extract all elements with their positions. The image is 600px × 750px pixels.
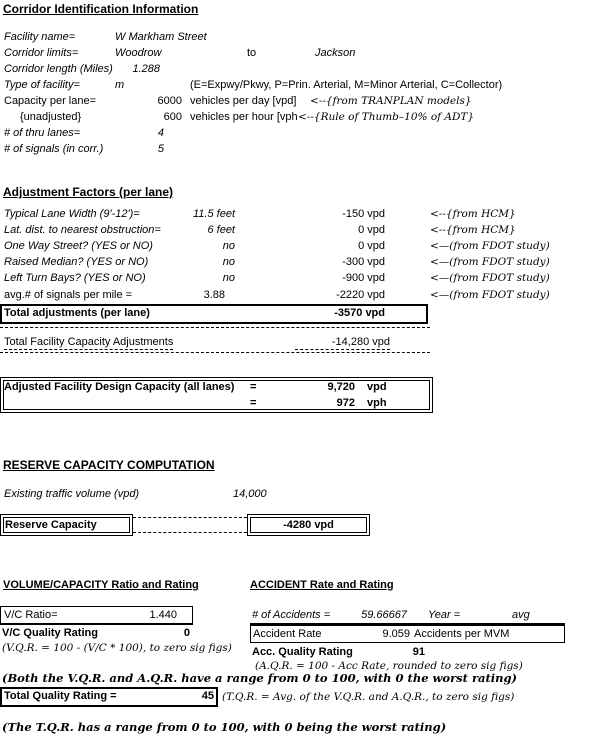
facility-adjustments-label: Total Facility Capacity Adjustments: [4, 336, 174, 348]
section-title-vc-ratio: VOLUME/CAPACITY Ratio and Rating: [3, 579, 199, 591]
facility-type-label: Type of facility=: [4, 79, 80, 91]
facility-adjustments-value: -14,280 vpd: [295, 336, 390, 350]
acc-quality-rating-value: 91: [412, 646, 425, 658]
reserve-capacity-label: Reserve Capacity: [5, 519, 97, 531]
accidents-count-label: # of Accidents =: [252, 609, 331, 621]
vc-ratio-value: 1.440: [149, 609, 177, 621]
adj-row-label: Typical Lane Width (9'-12')=: [4, 208, 140, 220]
section-title-accident-rate: ACCIDENT Rate and Rating: [250, 579, 394, 591]
adj-row-annotation: <--{from HCM}: [430, 224, 516, 236]
adj-row-annotation: <—(from FDOT study): [430, 272, 550, 284]
aqr-formula: (A.Q.R. = 100 - Acc Rate, rounded to zero sig figs): [255, 660, 523, 672]
facility-type-legend: (E=Expwy/Pkwy, P=Prin. Arterial, M=Minor Arterial, C=Collector): [190, 79, 503, 91]
adj-row-value: no: [222, 272, 235, 284]
adj-row-vpd: -900 vpd: [342, 272, 385, 284]
capacity-unadjusted-label: {unadjusted}: [20, 111, 82, 123]
signals-count-value: 5: [157, 143, 164, 155]
existing-volume-value: 14,000: [233, 488, 267, 500]
design-capacity-eq-vpd: =: [250, 381, 257, 393]
design-capacity-eq-vph: =: [250, 397, 257, 409]
thru-lanes-value: 4: [157, 127, 164, 139]
facility-name-label: Facility name=: [4, 31, 76, 43]
adj-row-annotation: <—(from FDOT study): [430, 256, 550, 268]
facility-name-value: W Markham Street: [115, 31, 207, 43]
adj-row-vpd: -150 vpd: [342, 208, 385, 220]
facility-type-value: m: [115, 79, 125, 91]
adj-row-vpd: 0 vpd: [358, 224, 385, 236]
adj-row-value: no: [222, 240, 235, 252]
corridor-length-label: Corridor length (Miles): [4, 63, 113, 75]
accident-rate-value: 9.059: [382, 628, 410, 640]
corridor-limits-label: Corridor limits=: [4, 47, 79, 59]
vc-quality-rating-label: V/C Quality Rating: [2, 627, 98, 639]
adj-row-label: avg.# of signals per mile =: [4, 289, 133, 301]
adj-row-vpd: 0 vpd: [358, 240, 385, 252]
existing-volume-label: Existing traffic volume (vpd): [4, 488, 140, 500]
reserve-capacity-value: -4280 vpd: [283, 519, 334, 531]
adj-row-label: Raised Median? (YES or NO): [4, 256, 149, 268]
signals-count-label: # of signals (in corr.): [4, 143, 104, 155]
accident-rate-label: Accident Rate: [253, 628, 322, 640]
adj-row-label: Lat. dist. to nearest obstruction=: [4, 224, 161, 236]
corridor-limits-connector: to: [247, 47, 257, 59]
vc-ratio-label: V/C Ratio=: [4, 609, 58, 621]
accidents-year-value: avg: [512, 609, 530, 621]
total-quality-rating-value: 45: [201, 690, 214, 702]
total-adjustments-value: -3570 vpd: [334, 307, 385, 319]
capacity-unadjusted-value: 600: [163, 111, 182, 123]
section-title-reserve-capacity: RESERVE CAPACITY COMPUTATION: [3, 458, 215, 472]
adj-row-value: 3.88: [203, 289, 225, 301]
design-capacity-unit-vph: vph: [367, 397, 387, 409]
section-title-corridor-identification: Corridor Identification Information: [3, 2, 199, 16]
design-capacity-value-vpd: 9,720: [327, 381, 355, 393]
adj-row-label: One Way Street? (YES or NO): [4, 240, 153, 252]
design-capacity-unit-vpd: vpd: [367, 381, 387, 393]
capacity-per-lane-label: Capacity per lane=: [4, 95, 97, 107]
corridor-limits-from: Woodrow: [115, 47, 162, 59]
reserve-capacity-connector: [133, 517, 247, 533]
adj-row-vpd: -300 vpd: [342, 256, 385, 268]
tqr-range-note: (The T.Q.R. has a range from 0 to 100, with 0 being the worst rating): [2, 720, 447, 734]
vqr-formula: (V.Q.R. = 100 - (V/C * 100), to zero sig figs): [2, 642, 232, 654]
accidents-count-value: 59.66667: [361, 609, 407, 621]
adj-row-value: 6 feet: [207, 224, 235, 236]
capacity-per-lane-annotation: <--{from TRANPLAN models}: [310, 95, 472, 107]
adj-row-value: 11.5 feet: [193, 208, 235, 220]
capacity-per-lane-value: 6000: [157, 95, 182, 107]
total-quality-rating-label: Total Quality Rating =: [4, 690, 117, 702]
design-capacity-value-vph: 972: [336, 397, 355, 409]
total-adjustments-label: Total adjustments (per lane): [4, 307, 150, 319]
adj-row-vpd: -2220 vpd: [336, 289, 385, 301]
accidents-year-label: Year =: [428, 609, 461, 621]
tqr-formula: (T.Q.R. = Avg. of the V.Q.R. and A.Q.R., to zero sig figs): [222, 691, 515, 703]
adj-row-annotation: <—(from FDOT study): [430, 289, 550, 301]
vqr-aqr-range-note: (Both the V.Q.R. and A.Q.R. have a range from 0 to 100, with 0 the worst rating): [2, 671, 517, 685]
design-capacity-label: Adjusted Facility Design Capacity (all lanes): [4, 381, 235, 393]
corridor-limits-to: Jackson: [315, 47, 356, 59]
capacity-per-lane-unit: vehicles per day [vpd]: [190, 95, 297, 107]
adj-row-annotation: <--{from HCM}: [430, 208, 516, 220]
thru-lanes-label: # of thru lanes=: [4, 127, 81, 139]
adj-row-label: Left Turn Bays? (YES or NO): [4, 272, 146, 284]
section-title-adjustment-factors: Adjustment Factors (per lane): [3, 185, 174, 199]
capacity-unadjusted-unit: vehicles per hour [vph: [190, 111, 298, 123]
accident-rate-unit: Accidents per MVM: [414, 628, 510, 640]
adj-row-annotation: <—(from FDOT study): [430, 240, 550, 252]
corridor-length-value: 1.288: [132, 63, 160, 75]
adj-row-value: no: [222, 256, 235, 268]
vc-quality-rating-value: 0: [183, 627, 190, 639]
acc-quality-rating-label: Acc. Quality Rating: [252, 646, 353, 658]
capacity-unadjusted-annotation: <--{Rule of Thumb–10% of ADT}: [298, 111, 475, 123]
